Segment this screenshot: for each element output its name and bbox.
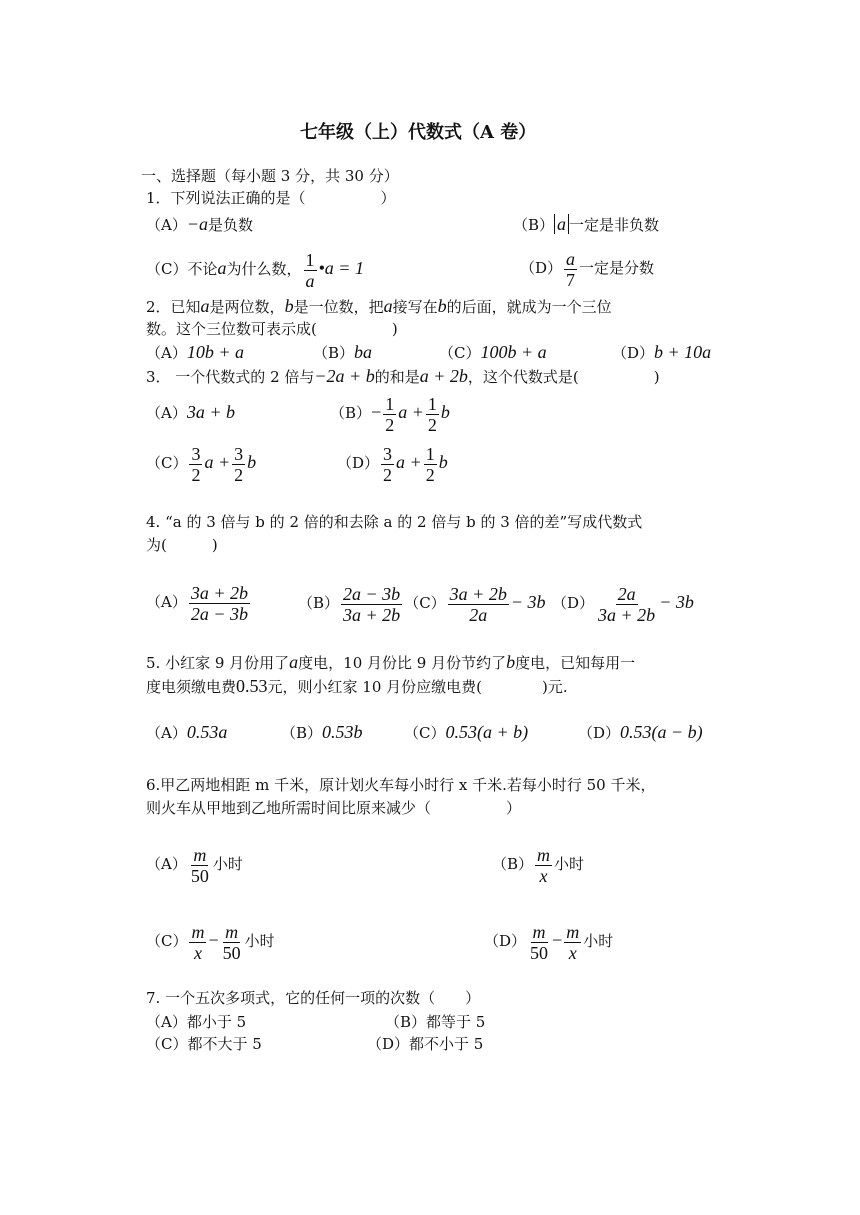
- q2-option-b: （B）ba: [313, 342, 373, 362]
- q2-option-a: （A）10b + a: [146, 342, 244, 362]
- q2-option-d: （D）b + 10a: [612, 342, 712, 362]
- q3-option-c: （C） $\frac{3}{2}$ a + $\frac{3}{2}$ b: [146, 443, 257, 485]
- q1-stem: 1．下列说法正确的是（ ）: [146, 189, 396, 207]
- q6-option-c: （C） $\frac{m}{x}$ − $\frac{m}{50}$ 小时: [146, 921, 275, 963]
- q7-option-d: （D）都不小于 5: [367, 1035, 484, 1053]
- q3-option-a: （A）3a + b: [146, 402, 235, 422]
- q5-option-b: （B）0.53b: [281, 722, 363, 742]
- q2-stem-line1: 2．已知a是两位数，b是一位数，把a接写在b的后面，就成为一个三位: [146, 296, 612, 316]
- q4-option-a: （A） $\frac{3a + 2b}{2a - 3b}$: [146, 582, 248, 624]
- q1-option-c: （C）不论a为什么数， $\frac{1}{a}$ •a = 1: [146, 249, 364, 291]
- q6-stem-line2: 则火车从甲地到乙地所需时间比原来减少（ ）: [146, 799, 522, 817]
- q5-option-d: （D）0.53(a − b): [578, 722, 703, 742]
- q3-option-d: （D） $\frac{3}{2}$ a + $\frac{1}{2}$ b: [337, 443, 448, 485]
- q3-stem: 3． 一个代数式的 2 倍与−2a + b的和是a + 2b，这个代数式是( ): [146, 366, 660, 386]
- q2-option-c: （C）100b + a: [439, 342, 547, 362]
- page-title: 七年级（上）代数式（A 卷）: [300, 122, 537, 143]
- q6-option-a: （A） $\frac{m}{50}$ 小时: [146, 844, 243, 886]
- q6-stem-line1: 6.甲乙两地相距 m 千米，原计划火车每小时行 x 千米.若每小时行 50 千米，: [146, 776, 656, 794]
- q7-option-c: （C）都不大于 5: [146, 1035, 262, 1053]
- section-heading: 一、选择题（每小题 3 分，共 30 分）: [141, 167, 399, 185]
- q7-option-b: （B）都等于 5: [385, 1013, 486, 1031]
- q2-stem-line2: 数。这个三位数可表示成( ): [146, 320, 398, 338]
- q4-option-d: （D） $\frac{2a}{3a + 2b}$ − 3b: [552, 583, 694, 625]
- q5-stem-line2: 度电须缴电费0.53元，则小红家 10 月份应缴电费( )元.: [146, 676, 568, 696]
- q4-stem-line2: 为( ): [146, 536, 218, 554]
- q5-stem-line1: 5. 小红家 9 月份用了a度电，10 月份比 9 月份节约了b度电，已知每用一: [146, 652, 636, 672]
- q5-option-c: （C）0.53(a + b): [404, 722, 529, 742]
- q1-option-d: （D） $\frac{a}{7}$ 一定是分数: [520, 248, 655, 290]
- q1-option-b: （B） a 一定是非负数: [513, 214, 660, 234]
- q4-option-b-c: （B） $\frac{2a - 3b}{3a + 2b}$ （C） $\frac{3a + 2b}{2a}$ − 3b: [298, 583, 546, 625]
- q6-option-d: （D） $\frac{m}{50}$ − $\frac{m}{x}$ 小时: [484, 921, 614, 963]
- q1-option-a: （A）−a是负数: [146, 214, 254, 234]
- q4-stem-line1: 4. “a 的 3 倍与 b 的 2 倍的和去除 a 的 2 倍与 b 的 3 倍的差”写成代数式: [146, 513, 643, 531]
- q6-option-b: （B） $\frac{m}{x}$ 小时: [492, 844, 585, 886]
- q3-option-b: （B）− $\frac{1}{2}$ a + $\frac{1}{2}$ b: [330, 393, 450, 435]
- q5-option-a: （A）0.53a: [146, 722, 228, 742]
- q7-option-a: （A）都小于 5: [146, 1013, 247, 1031]
- q7-stem: 7. 一个五次多项式，它的任何一项的次数（ ）: [146, 989, 481, 1007]
